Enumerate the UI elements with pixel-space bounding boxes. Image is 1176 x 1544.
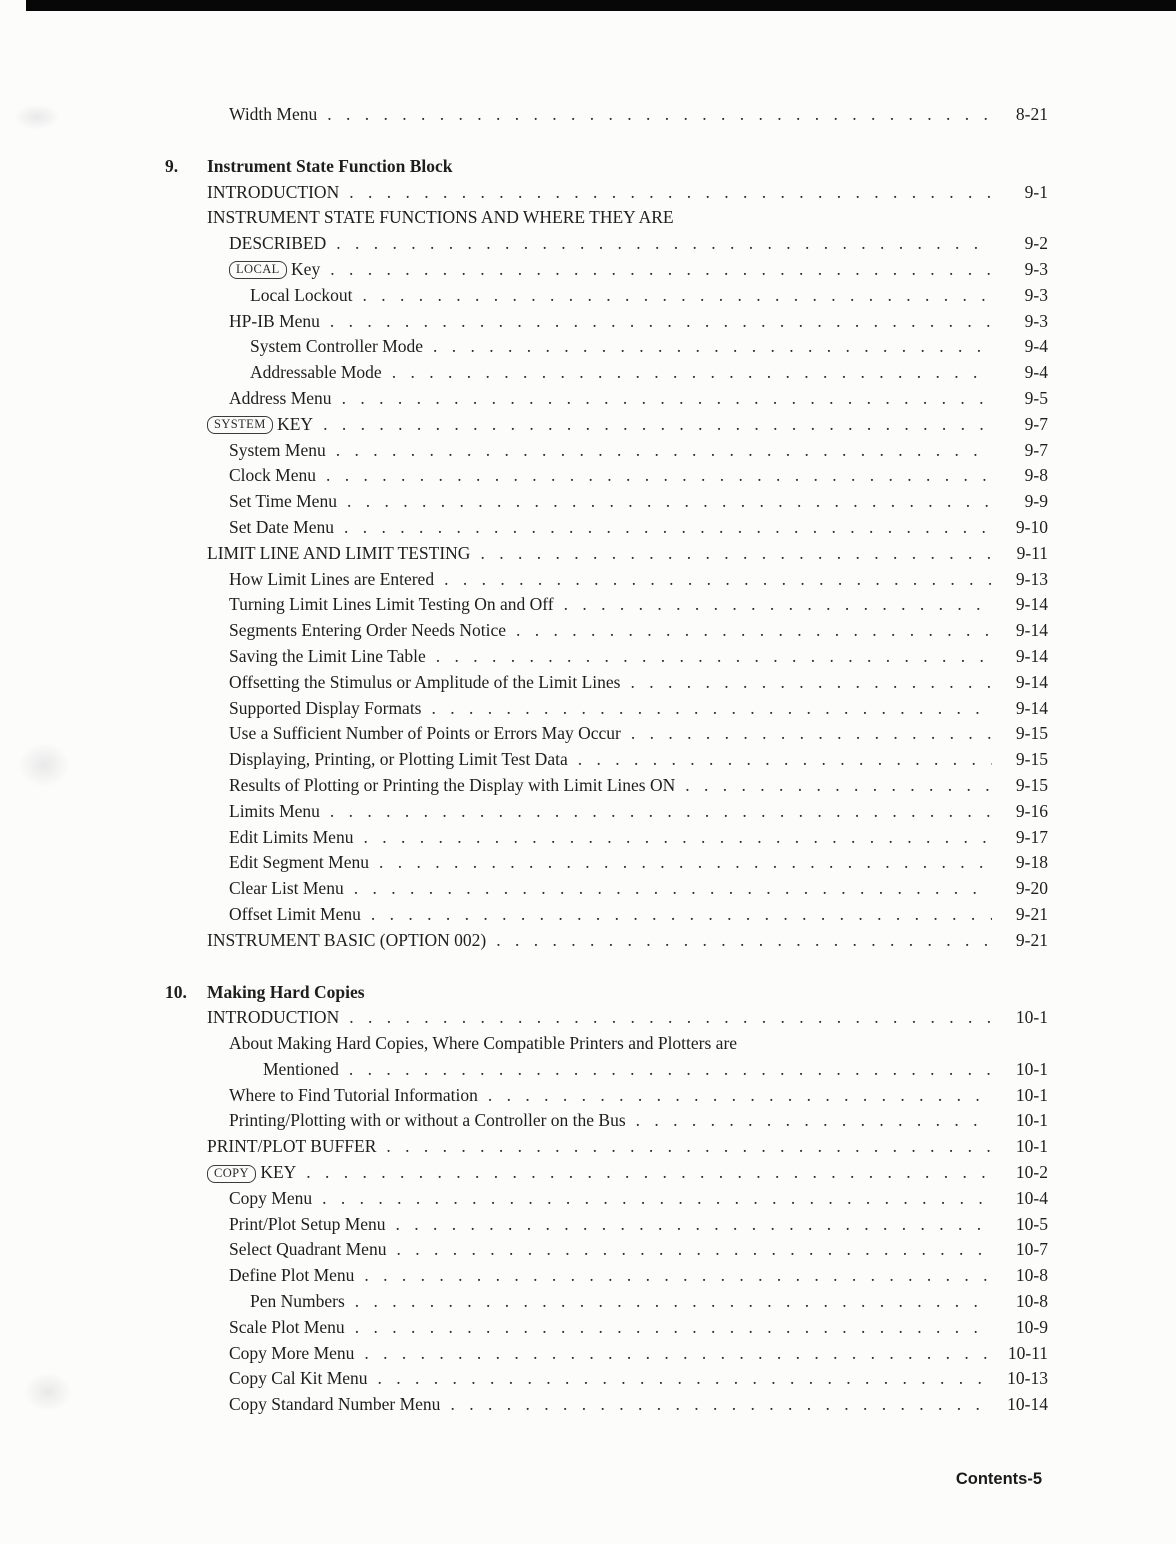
toc-entry-title: HP-IB Menu <box>229 310 320 331</box>
chapter-title: Making Hard Copies <box>207 981 365 1002</box>
toc-entry-page: 9-5 <box>1024 387 1048 408</box>
toc-entry-page: 10-1 <box>1015 1136 1048 1157</box>
keycap-system: SYSTEM <box>207 416 273 434</box>
toc-entry-page: 10-4 <box>1015 1187 1048 1208</box>
toc-entry-page: 9-7 <box>1024 439 1048 460</box>
dot-leader <box>336 438 992 464</box>
toc-entry <box>229 592 1048 618</box>
toc-entry <box>207 1134 1048 1160</box>
toc-entry-page: 9-3 <box>1024 284 1048 305</box>
toc-entry-title: Address Menu <box>229 387 332 408</box>
toc-entry <box>229 1366 1048 1392</box>
toc-entry <box>207 1005 1048 1031</box>
toc-entry <box>229 386 1048 412</box>
toc-entry-page: 9-14 <box>1015 645 1048 666</box>
chapter-title: Instrument State Function Block <box>207 155 453 176</box>
toc-entry-page: 9-16 <box>1015 800 1048 821</box>
toc-entry-title: LIMIT LINE AND LIMIT TESTING <box>207 542 471 563</box>
toc-entry <box>229 618 1048 644</box>
toc-entry <box>229 438 1048 464</box>
toc-entry-title: Mentioned <box>263 1058 339 1079</box>
toc-entry <box>229 902 1048 928</box>
dot-leader <box>392 360 992 386</box>
toc-entry <box>229 463 1048 489</box>
dot-leader <box>330 309 992 335</box>
scan-smudge <box>18 742 70 788</box>
toc-entry-page: 10-1 <box>1015 1084 1048 1105</box>
toc-entry <box>229 1392 1048 1418</box>
dot-leader <box>444 567 992 593</box>
toc-entry-page: 10-1 <box>1015 1110 1048 1131</box>
dot-leader <box>371 902 992 928</box>
toc-entry-title: Set Date Menu <box>229 516 334 537</box>
dot-leader <box>349 1057 992 1083</box>
toc-entry-page: 10-1 <box>1015 1007 1048 1028</box>
toc-entry <box>207 412 1048 438</box>
toc-entry-page: 10-1 <box>1015 1058 1048 1079</box>
toc-entry-title: How Limit Lines are Entered <box>229 568 435 589</box>
toc-entry <box>229 231 1048 257</box>
toc-entry-title: SYSTEM KEY <box>207 412 313 438</box>
chapter-entries <box>207 180 1048 954</box>
dot-leader <box>432 696 993 722</box>
toc-entry-page: 10-13 <box>1007 1368 1048 1389</box>
toc-entry-page: 9-17 <box>1015 826 1048 847</box>
dot-leader <box>354 876 992 902</box>
dot-leader <box>630 670 992 696</box>
dot-leader <box>330 257 992 283</box>
toc-entry <box>229 696 1048 722</box>
dot-leader <box>364 1341 992 1367</box>
dot-leader <box>355 1315 992 1341</box>
toc-entry-page: 9-8 <box>1024 465 1048 486</box>
toc-entry-page: 9-14 <box>1015 671 1048 692</box>
toc-entry <box>250 360 1048 386</box>
toc-entry-page: 9-3 <box>1024 258 1048 279</box>
dot-leader <box>480 541 992 567</box>
toc-entry-page: 9-3 <box>1024 310 1048 331</box>
dot-leader <box>516 618 992 644</box>
toc-entry-title: Offset Limit Menu <box>229 903 361 924</box>
toc-entry <box>250 334 1048 360</box>
toc-entry <box>250 283 1048 309</box>
dot-leader <box>364 1263 992 1289</box>
toc-entry <box>207 1160 1048 1186</box>
dot-leader <box>685 773 992 799</box>
dot-leader <box>488 1083 992 1109</box>
dot-leader <box>450 1392 992 1418</box>
dot-leader <box>327 102 992 128</box>
dot-leader <box>379 850 992 876</box>
toc-entry-page: 9-20 <box>1015 878 1048 899</box>
toc-entry-page: 9-10 <box>1015 516 1048 537</box>
toc-entry <box>229 567 1048 593</box>
toc-entry <box>229 799 1048 825</box>
toc-entry-page: 9-13 <box>1015 568 1048 589</box>
toc-entry <box>229 670 1048 696</box>
chapter-entries <box>207 1005 1048 1418</box>
toc-entry-title: Edit Limits Menu <box>229 826 354 847</box>
toc-entry-title: Use a Sufficient Number of Points or Errors May Occur <box>229 723 621 744</box>
toc-entry-title: DESCRIBED <box>229 233 327 254</box>
toc-entry <box>229 1341 1048 1367</box>
toc-entry <box>229 309 1048 335</box>
dot-leader <box>323 412 992 438</box>
toc-entry-title: Clock Menu <box>229 465 317 486</box>
toc-entry <box>229 1031 1048 1057</box>
chapter-number: 9. <box>165 155 179 176</box>
toc-entry-page: 9-1 <box>1024 181 1048 202</box>
toc-entry-title: Saving the Limit Line Table <box>229 645 426 666</box>
toc-entry-page: 10-2 <box>1015 1162 1048 1183</box>
toc-entry-title: Displaying, Printing, or Plotting Limit Test Data <box>229 749 568 770</box>
dot-leader <box>386 1134 992 1160</box>
dot-leader <box>636 1108 992 1134</box>
chapter-heading <box>165 980 1048 1006</box>
dot-leader <box>322 1186 992 1212</box>
toc-entry <box>229 747 1048 773</box>
toc-entry-page: 9-21 <box>1015 929 1048 950</box>
dot-leader <box>326 463 992 489</box>
toc-entry <box>229 644 1048 670</box>
toc-entry-page: 9-11 <box>1016 542 1048 563</box>
dot-leader <box>396 1212 992 1238</box>
toc-entry-page: 9-7 <box>1024 413 1048 434</box>
toc-entry-title: Set Time Menu <box>229 491 337 512</box>
dot-leader <box>306 1160 992 1186</box>
toc-entry-page: 9-18 <box>1015 852 1048 873</box>
dot-leader <box>436 644 992 670</box>
toc-entry-page: 9-14 <box>1015 594 1048 615</box>
toc-entry-page: 9-4 <box>1024 362 1048 383</box>
toc-entry <box>229 773 1048 799</box>
toc-entry-title: Print/Plot Setup Menu <box>229 1213 386 1234</box>
toc-entry-title: Addressable Mode <box>250 362 382 383</box>
toc-entry <box>229 721 1048 747</box>
toc-entry-title: Copy Menu <box>229 1187 313 1208</box>
toc-entry-page: 10-9 <box>1015 1316 1048 1337</box>
dot-leader <box>355 1289 992 1315</box>
toc-entry-title: INTRODUCTION <box>207 1007 340 1028</box>
dot-leader <box>347 489 992 515</box>
toc-entry <box>207 205 1048 231</box>
toc-entry-title: Offsetting the Stimulus or Amplitude of the Limit Lines <box>229 671 621 692</box>
toc-entry-title: Scale Plot Menu <box>229 1316 345 1337</box>
toc-entry <box>229 1186 1048 1212</box>
toc-entry-page: 10-11 <box>1007 1342 1048 1363</box>
dot-leader <box>349 180 992 206</box>
toc-entry <box>229 489 1048 515</box>
toc-entry-title: LOCAL Key <box>229 257 320 283</box>
toc-entry <box>229 825 1048 851</box>
toc-entry-title: Width Menu <box>229 104 318 124</box>
dot-leader <box>344 515 992 541</box>
dot-leader <box>336 231 992 257</box>
dot-leader <box>564 592 992 618</box>
toc-entry <box>229 876 1048 902</box>
toc-entry-title: Supported Display Formats <box>229 697 422 718</box>
toc-entry-title: PRINT/PLOT BUFFER <box>207 1136 377 1157</box>
toc-entry-page: 9-15 <box>1015 774 1048 795</box>
toc-entry-page: 9-14 <box>1015 697 1048 718</box>
toc-entry-page: 10-14 <box>1007 1394 1048 1415</box>
scan-smudge <box>14 104 60 130</box>
toc-entry-page: 10-8 <box>1015 1265 1048 1286</box>
toc-entry-title: Clear List Menu <box>229 878 344 899</box>
toc-entry-title: Turning Limit Lines Limit Testing On and Off <box>229 594 554 615</box>
toc-entry <box>229 1263 1048 1289</box>
toc-entry-title: Where to Find Tutorial Information <box>229 1084 478 1105</box>
toc-entry <box>229 1212 1048 1238</box>
scan-smudge <box>24 1372 72 1412</box>
toc-entry <box>229 850 1048 876</box>
toc-entry-title: Pen Numbers <box>250 1291 345 1312</box>
toc-entry <box>207 541 1048 567</box>
toc-entry-title: About Making Hard Copies, Where Compatible Printers and Plotters are <box>229 1033 738 1054</box>
toc-entry-title: INSTRUMENT BASIC (OPTION 002) <box>207 929 487 950</box>
keycap-copy: COPY <box>207 1165 256 1183</box>
toc-chapter <box>165 980 1048 1419</box>
dot-leader <box>363 283 992 309</box>
keycap-local: LOCAL <box>229 261 287 279</box>
toc-entry-title: Segments Entering Order Needs Notice <box>229 620 507 641</box>
toc-entry-page: 8-21 <box>1015 104 1048 124</box>
chapter-heading <box>165 154 1048 180</box>
dot-leader <box>363 825 992 851</box>
toc-entry <box>229 515 1048 541</box>
toc-entry <box>229 1315 1048 1341</box>
toc-chapter <box>165 154 1048 954</box>
page-content <box>165 0 1048 1418</box>
toc-entry-title: Define Plot Menu <box>229 1265 355 1286</box>
toc-entry-page: 9-4 <box>1024 336 1048 357</box>
toc-entry-page: 9-15 <box>1015 749 1048 770</box>
toc-entry-title: Results of Plotting or Printing the Display with Limit Lines ON <box>229 774 676 795</box>
toc-entry <box>229 1083 1048 1109</box>
toc-entry-page: 10-5 <box>1015 1213 1048 1234</box>
toc-entry-page: 9-15 <box>1015 723 1048 744</box>
toc-entry-title: Local Lockout <box>250 284 353 305</box>
toc-entry-title: Edit Segment Menu <box>229 852 369 873</box>
toc-entry <box>229 1108 1048 1134</box>
dot-leader <box>349 1005 992 1031</box>
chapter-number: 10. <box>165 981 187 1002</box>
toc-entry-page: 9-9 <box>1024 491 1048 512</box>
toc-entry <box>229 1237 1048 1263</box>
toc-entry-title: COPY KEY <box>207 1160 296 1186</box>
dot-leader <box>496 928 992 954</box>
toc-entry-title: INSTRUMENT STATE FUNCTIONS AND WHERE THEY ARE <box>207 207 674 228</box>
dot-leader <box>330 799 992 825</box>
toc-entry-title: Printing/Plotting with or without a Controller on the Bus <box>229 1110 626 1131</box>
toc-entry-title: Copy Cal Kit Menu <box>229 1368 368 1389</box>
toc-entry-page: 10-8 <box>1015 1291 1048 1312</box>
page-footer: Contents-5 <box>955 1470 1042 1488</box>
toc-entry-title: System Controller Mode <box>250 336 424 357</box>
toc-entry-page: 9-14 <box>1015 620 1048 641</box>
table-of-contents <box>165 102 1048 1418</box>
toc-entry-page: 9-2 <box>1024 233 1048 254</box>
toc-entry-title: Copy Standard Number Menu <box>229 1394 441 1415</box>
toc-entry <box>207 928 1048 954</box>
toc-entry <box>207 180 1048 206</box>
toc-entry <box>229 102 1048 128</box>
toc-entry-title: INTRODUCTION <box>207 181 340 202</box>
dot-leader <box>578 747 992 773</box>
toc-entry-title: Copy More Menu <box>229 1342 355 1363</box>
dot-leader <box>631 721 992 747</box>
dot-leader <box>433 334 992 360</box>
toc-entry-page: 9-21 <box>1015 903 1048 924</box>
toc-entry <box>250 1289 1048 1315</box>
toc-entry-title: System Menu <box>229 439 326 460</box>
dot-leader <box>378 1366 992 1392</box>
toc-entry-title: Limits Menu <box>229 800 320 821</box>
toc-entry-page: 10-7 <box>1015 1239 1048 1260</box>
toc-entry <box>263 1057 1048 1083</box>
dot-leader <box>342 386 992 412</box>
toc-entry <box>229 257 1048 283</box>
dot-leader <box>396 1237 992 1263</box>
toc-entry-title: Select Quadrant Menu <box>229 1239 387 1260</box>
